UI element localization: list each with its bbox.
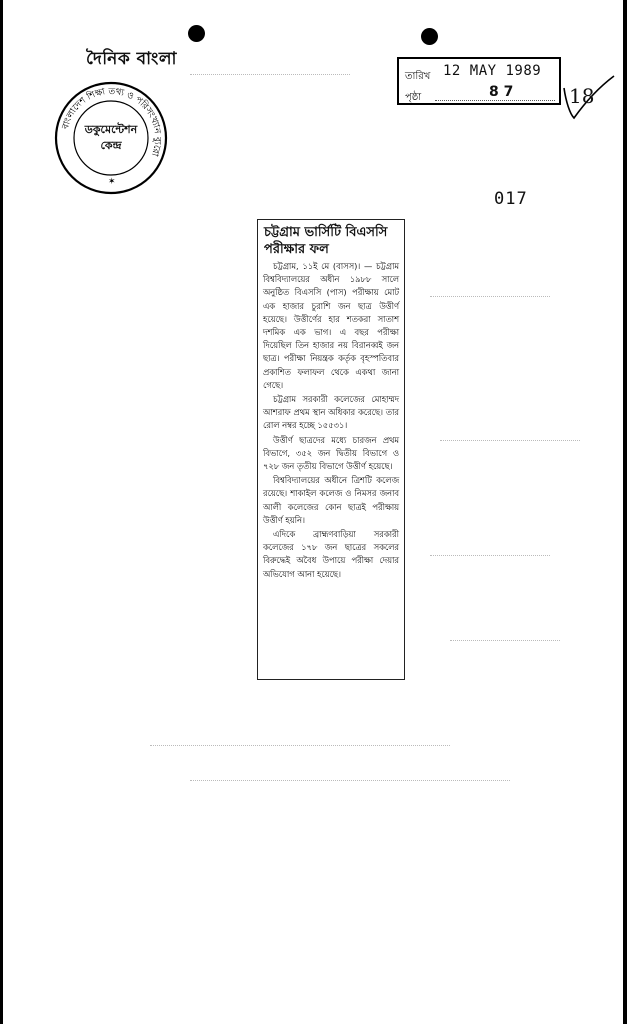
page-label: পৃষ্ঠা <box>405 92 422 103</box>
seal-ring-text: বাংলাদেশ শিক্ষা তথ্য ও পরিসংখ্যান ব্যুরো <box>60 86 163 158</box>
documentation-center-seal <box>53 80 169 196</box>
punch-hole <box>421 28 438 45</box>
seal-center-line1: ডকুমেন্টেশন <box>84 123 138 136</box>
clipping-headline: চট্টগ্রাম ভার্সিটি বিএসসি পরীক্ষার ফল <box>264 225 388 257</box>
newspaper-masthead: দৈনিক বাংলা <box>86 49 177 69</box>
scan-noise <box>430 555 550 556</box>
seal-center-line2: কেন্দ্র <box>100 139 122 152</box>
clipping-paragraph: উত্তীর্ণ ছাত্রদের মধ্যে চারজন প্রথম বিভাগে, ৩৫২ জন দ্বিতীয় বিভাগে ও ৭২৮ জন তৃতীয় বিভাগে উত্তীর্ণ হয়েছে। <box>263 434 399 472</box>
clipping-paragraph: এদিকে ব্রাহ্মণবাড়িয়া সরকারী কলেজের ১৭৮ জন ছাত্রের সকলের বিরুদ্ধেই অবৈধ উপায়ে পরীক্ষা দেয়ার অভিযোগ আনা হয়েছে। <box>263 529 399 579</box>
scan-right-edge <box>623 0 627 1024</box>
scan-left-edge <box>0 0 3 1024</box>
date-value: 12 MAY 1989 <box>443 63 542 79</box>
clipping-paragraph: চট্টগ্রাম সরকারী কলেজের মোহাম্মদ আশরাফ প্রথম স্থান অধিকার করেছে। তার রোল নম্বর হচ্ছে ১৫৫৩১। <box>263 394 399 431</box>
date-label: তারিখ <box>405 71 431 82</box>
scan-noise <box>450 640 560 641</box>
scan-noise <box>190 74 350 75</box>
page-value: 8 7 <box>489 84 514 100</box>
stamp-number: 017 <box>494 189 528 209</box>
scan-noise <box>150 745 450 746</box>
clipping-paragraph: চট্টগ্রাম, ১১ই মে (বাসস)। — চট্টগ্রাম বিশ্ববিদ্যালয়ের অধীন ১৯৮৮ সালে অনুষ্ঠিত বিএসসি (পাস) পরীক্ষায় মোট এক হাজার চুরাশি জন ছাত্র উত্তীর্ণ হয়েছে। উত্তীর্ণের হার শতকরা সাতাশ দশমিক এক ভাগ। এ বছর পরীক্ষা দিয়েছিল তিন হাজার নয় বিরানব্বই জন ছাত্র। পরীক্ষা নিয়ন্ত্রক কর্তৃক বৃহস্পতিবার প্রকাশিত ফলাফল থেকে একথা জানা গেছে। <box>263 261 399 390</box>
newspaper-clipping <box>257 219 405 680</box>
punch-hole <box>188 25 205 42</box>
page-dotted-line <box>435 100 555 101</box>
handwritten-number: 18 <box>569 84 595 108</box>
svg-text:✶: ✶ <box>108 177 116 187</box>
date-stamp-box <box>397 57 561 105</box>
clipping-body <box>263 260 399 581</box>
scan-noise <box>430 296 550 297</box>
scan-noise <box>440 440 580 441</box>
clipping-paragraph: বিশ্ববিদ্যালয়ের অধীনে ত্রিশটি কলেজ রয়েছে। শাকাইল কলেজ ও নিমসর জনাব আলী কলেজের কোন ছাত্রই পরীক্ষায় উত্তীর্ণ হয়নি। <box>263 475 399 525</box>
scan-noise <box>190 780 510 781</box>
